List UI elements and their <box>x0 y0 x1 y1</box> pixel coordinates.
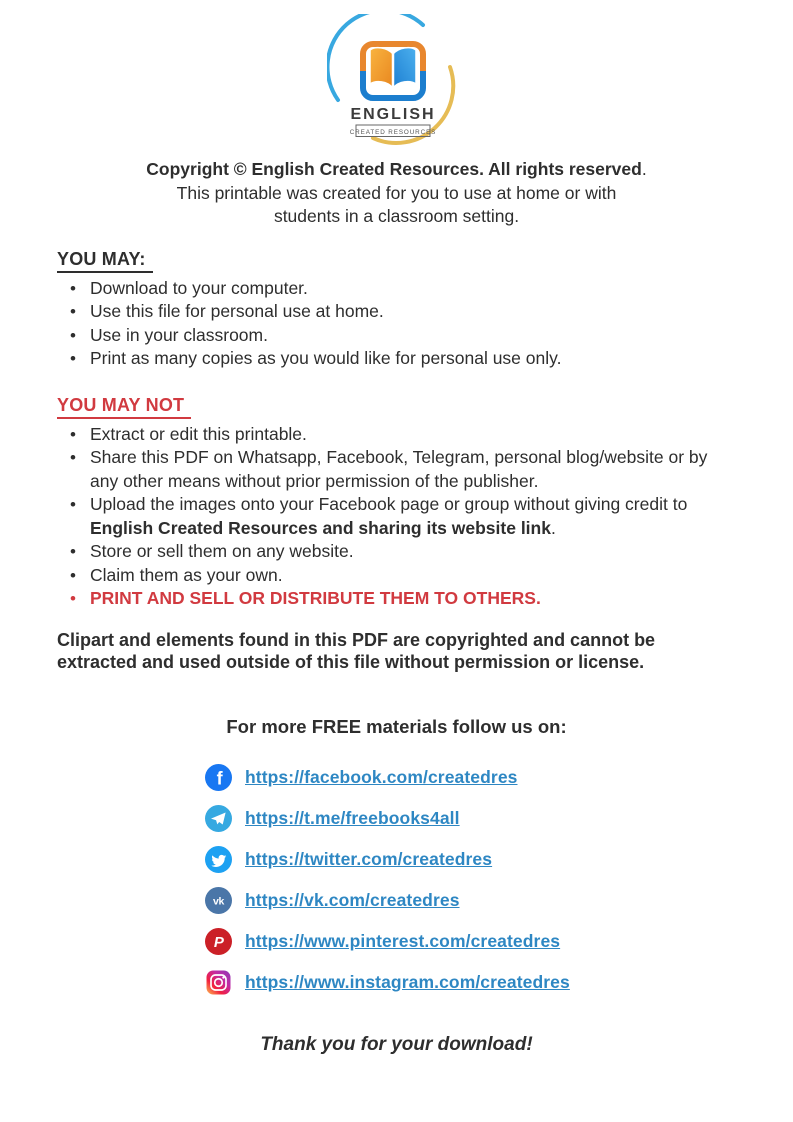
copyright-line1-bold: Copyright © English Created Resources. All rights reserved <box>146 159 642 179</box>
you-may-item: • Use this file for personal use at home. <box>70 300 736 324</box>
pinterest-icon[interactable] <box>205 928 232 955</box>
telegram-link[interactable]: https://t.me/freebooks4all <box>245 807 460 828</box>
social-row-telegram <box>205 805 793 832</box>
book-page-right <box>393 48 416 88</box>
copyright-line1 <box>0 158 793 182</box>
copyright-line1-suffix: . <box>641 159 647 179</box>
thank-you-message: Thank you for your download! <box>260 1033 533 1055</box>
social-row-twitter <box>205 846 793 873</box>
copyright-line3: students in a classroom setting. <box>273 206 520 226</box>
you-may-section <box>57 249 736 371</box>
bullet-icon <box>70 277 90 301</box>
bullet-icon <box>70 423 90 447</box>
follow-us-heading: For more FREE materials follow us on: <box>226 715 567 737</box>
bullet-icon <box>70 564 90 588</box>
pinterest-link[interactable]: https://www.pinterest.com/createdres <box>245 930 561 951</box>
bullet-icon <box>70 446 90 493</box>
twitter-link[interactable]: https://twitter.com/createdres <box>245 848 493 869</box>
you-may-not-heading: YOU MAY NOT <box>57 395 191 419</box>
you-may-item: • Download to your computer. <box>70 277 736 301</box>
you-may-not-item-warning: • PRINT AND SELL OR DISTRIBUTE THEM TO OTHERS. <box>70 587 736 611</box>
english-created-resources-logo-icon <box>327 14 467 152</box>
copyright-notice <box>0 158 793 229</box>
social-row-pinterest <box>205 928 793 955</box>
you-may-not-item3-bold: English Created Resources and sharing its website link <box>90 517 551 538</box>
you-may-not-item3-plain: Upload the images onto your Facebook page or group without giving credit to <box>90 494 688 514</box>
bullet-icon <box>70 324 90 348</box>
social-row-facebook <box>205 764 793 791</box>
logo-subtitle: CREATED RESOURCES <box>349 128 436 136</box>
bullet-icon <box>70 347 90 371</box>
instagram-icon[interactable] <box>205 969 232 996</box>
vk-icon[interactable] <box>205 887 232 914</box>
you-may-not-item: • Extract or edit this printable. <box>70 423 736 447</box>
svg-text:P: P <box>213 933 224 951</box>
twitter-icon[interactable] <box>205 846 232 873</box>
you-may-not-item: • Claim them as your own. <box>70 564 736 588</box>
facebook-icon[interactable] <box>205 764 232 791</box>
you-may-not-item3-suffix: . <box>550 517 556 538</box>
social-row-vk <box>205 887 793 914</box>
brand-logo <box>0 0 793 152</box>
copyright-line2: This printable was created for you to use at home or with <box>176 182 617 203</box>
you-may-not-item: • Share this PDF on Whatsapp, Facebook, Telegram, personal blog/website or by any other means without prior permission of the publisher. <box>70 446 736 493</box>
bullet-icon <box>70 300 90 324</box>
you-may-not-item <box>70 493 736 540</box>
you-may-item: • Print as many copies as you would like for personal use only. <box>70 347 736 371</box>
clipart-notice <box>57 629 717 674</box>
clipart-notice-line1: Clipart and elements found in this PDF are copyrighted and cannot be <box>57 629 656 650</box>
clipart-notice-line2: extracted and used outside of this file without permission or license. <box>57 652 645 672</box>
telegram-icon[interactable] <box>205 805 232 832</box>
you-may-heading: YOU MAY: <box>57 249 153 273</box>
facebook-link[interactable]: https://facebook.com/createdres <box>245 766 518 787</box>
you-may-not-section <box>57 395 736 611</box>
logo-title: ENGLISH <box>349 106 436 123</box>
bullet-icon <box>70 587 90 611</box>
book-page-left <box>370 48 393 88</box>
social-row-instagram <box>205 969 793 996</box>
svg-text:vk: vk <box>213 895 224 908</box>
bullet-icon <box>70 493 90 540</box>
bullet-icon <box>70 540 90 564</box>
vk-link[interactable]: https://vk.com/createdres <box>245 889 460 910</box>
you-may-not-item: • Store or sell them on any website. <box>70 540 736 564</box>
instagram-link[interactable]: https://www.instagram.com/createdres <box>245 971 570 992</box>
you-may-item: • Use in your classroom. <box>70 324 736 348</box>
svg-text:f: f <box>216 767 223 788</box>
social-links-list <box>205 764 793 996</box>
